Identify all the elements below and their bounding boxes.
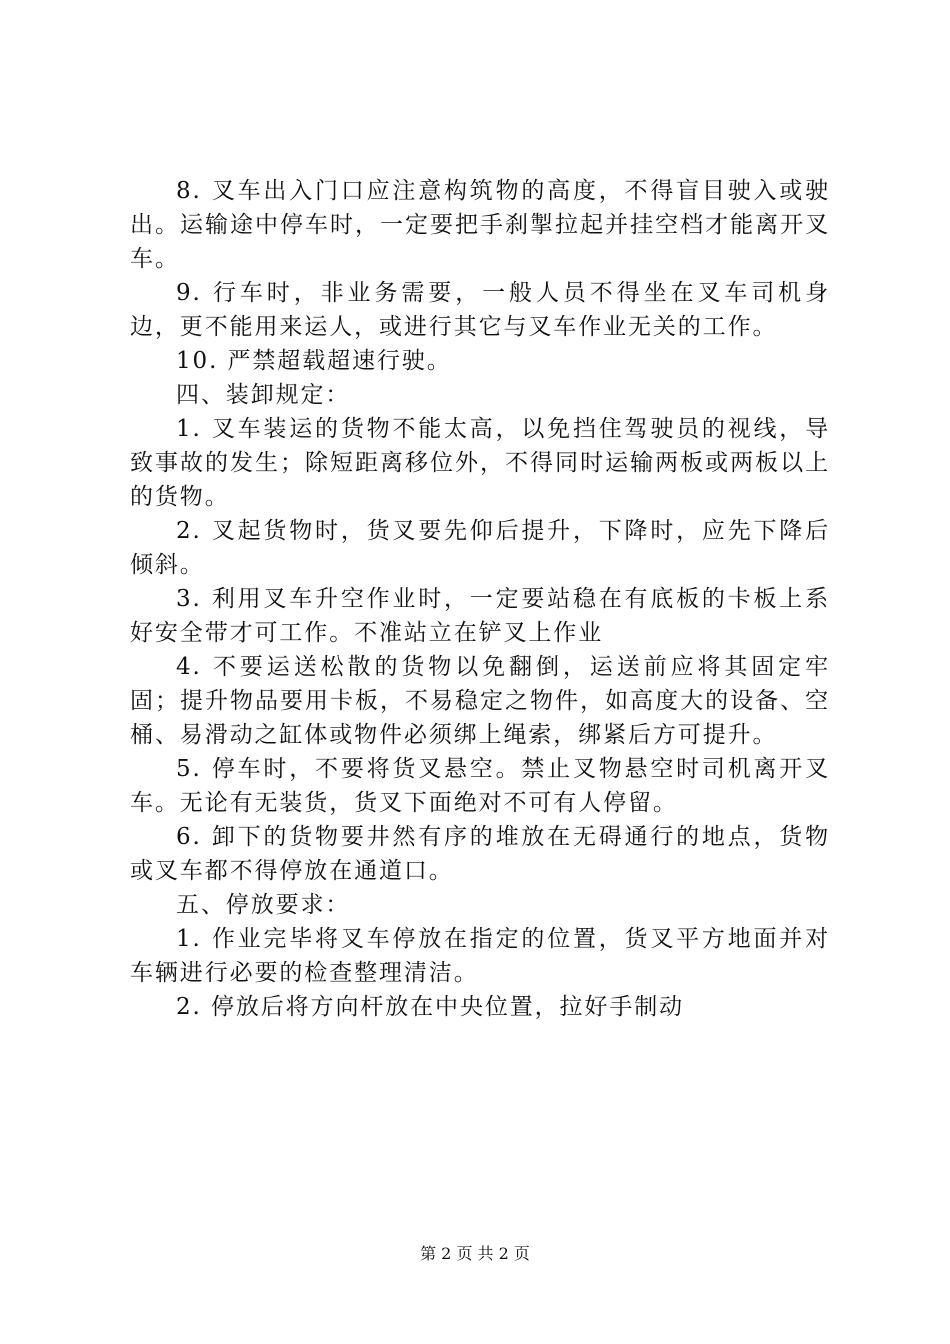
page-footer: 第 2 页 共 2 页 xyxy=(420,1244,530,1263)
paragraph-item-9: 9. 行车时，非业务需要，一般人员不得坐在叉车司机身边，更不能用来运人，或进行其它与叉车作业无关的工作。 xyxy=(130,280,830,340)
parking-rule-1: 1. 作业完毕将叉车停放在指定的位置，货叉平方地面并对车辆进行必要的检查整理清洁。 xyxy=(130,926,830,986)
loading-rule-2: 2. 叉起货物时，货叉要先仰后提升，下降时，应先下降后倾斜。 xyxy=(130,518,830,578)
loading-rule-5: 5. 停车时，不要将货叉悬空。禁止叉物悬空时司机离开叉车。无论有无装货，货叉下面绝对不可有人停留。 xyxy=(130,756,830,816)
paragraph-item-8: 8. 叉车出入门口应注意构筑物的高度，不得盲目驶入或驶出。运输途中停车时，一定要把手刹掣拉起并挂空档才能离开叉车。 xyxy=(130,178,830,272)
paragraph-item-10: 10. 严禁超载超速行驶。 xyxy=(176,348,452,374)
document-body xyxy=(130,174,830,1024)
parking-rule-2: 2. 停放后将方向杆放在中央位置，拉好手制动 xyxy=(176,994,685,1020)
loading-rule-3: 3. 利用叉车升空作业时，一定要站稳在有底板的卡板上系好安全带才可工作。不准站立在铲叉上作业 xyxy=(130,586,830,646)
loading-rule-6: 6. 卸下的货物要井然有序的堆放在无碍通行的地点，货物或叉车都不得停放在通道口。 xyxy=(130,824,830,884)
loading-rule-1: 1. 叉车装运的货物不能太高，以免挡住驾驶员的视线，导致事故的发生；除短距离移位外，不得同时运输两板或两板以上的货物。 xyxy=(130,416,830,510)
section-heading-loading-rules: 四、装卸规定： xyxy=(176,382,351,408)
section-heading-parking-requirements: 五、停放要求： xyxy=(176,892,351,918)
loading-rule-4: 4. 不要运送松散的货物以免翻倒，运送前应将其固定牢固；提升物品要用卡板，不易稳定之物件，如高度大的设备、空桶、易滑动之缸体或物件必须绑上绳索，绑紧后方可提升。 xyxy=(130,654,830,748)
